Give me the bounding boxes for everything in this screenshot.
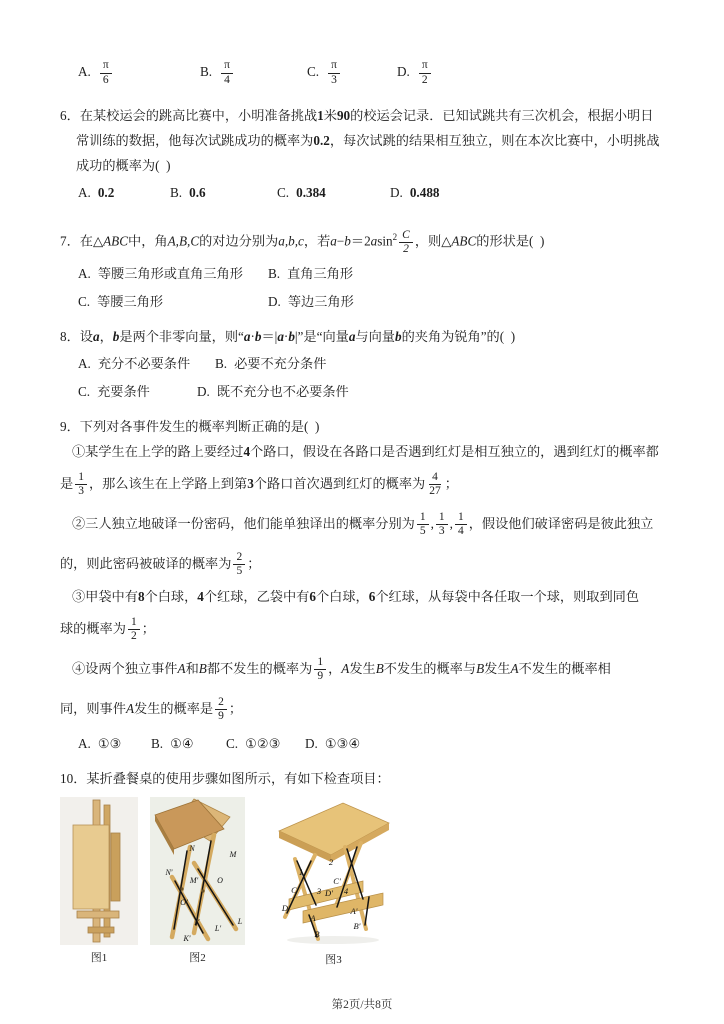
- option-value: 0.6: [189, 185, 206, 200]
- option-value: ①④: [170, 736, 194, 751]
- point-label: C: [291, 885, 297, 895]
- q8-options-row-2: [60, 379, 674, 405]
- point-label: A: [310, 913, 316, 923]
- q6-options-row: [60, 180, 674, 206]
- folded-tabletop-edge: [111, 833, 120, 901]
- point-label: M': [189, 876, 199, 885]
- q7-option-d: [268, 289, 354, 315]
- figure-2-caption: 图2: [189, 952, 206, 964]
- option-label: C.: [226, 736, 239, 751]
- angle-label: 2: [328, 857, 334, 867]
- q6-option-c: [277, 180, 390, 206]
- q9-line-1: 9．下列对各事件发生的概率判断正确的是( ): [60, 419, 320, 434]
- option-label: A.: [78, 64, 91, 80]
- option-label: D.: [397, 64, 410, 80]
- option-label: C.: [277, 185, 290, 200]
- option-label: D.: [305, 736, 318, 751]
- q9-item-2-line-1: ②三人独立地破译一份密码，他们能单独译出的概率分别为 $\frac{1}{5}$ , $\frac{1}{3}$ , $\frac{1}{4}$ ，假设他们破译密码是彼此独立: [72, 511, 654, 538]
- q9-item-4-line-1: ④设两个独立事件A和B都不发生的概率为 $\frac{1}{9}$ ，A发生B不发生的概率与B发生A不发生的概率相: [72, 656, 611, 683]
- option-value: $\frac{\pi}{4}$: [219, 64, 235, 79]
- option-value: 充分不必要条件: [97, 356, 191, 371]
- q7-option-c: [78, 289, 268, 315]
- option-label: D.: [390, 185, 403, 200]
- point-label: K': [183, 934, 191, 943]
- q5-option-a: [78, 59, 200, 87]
- option-value: 既不充分也不必要条件: [216, 384, 349, 399]
- option-value: 0.384: [296, 185, 326, 200]
- option-value: ①③: [97, 736, 122, 751]
- option-label: B.: [170, 185, 183, 200]
- figure-1-caption: 图1: [90, 952, 108, 964]
- q6-line-2: 常训练的数据，他每次试跳成功的概率为0.2，每次试跳的结果相互独立，则在本次比赛中，小明挑战: [76, 133, 660, 148]
- q9-options-row: [60, 731, 674, 757]
- q8-line-1: 8．设a，b是两个非零向量，则“a·b＝|a·b|”是“向量a与向量b的夹角为锐角”的( ): [60, 329, 516, 344]
- point-label: N': [165, 868, 173, 877]
- q6-option-d: [390, 180, 440, 206]
- point-label: N: [189, 844, 195, 853]
- q6-line-3: 成功的概率为( ): [76, 158, 171, 173]
- figure-3: [271, 797, 396, 967]
- q7-line-1: 7．在△ABC中，角A,B,C的对边分别为a,b,c，若a−b＝2asin$^2$ $\frac{C}{2}$ ，则△ABC的形状是( ): [60, 228, 545, 255]
- option-value: 等腰三角形或直角三角形: [97, 266, 243, 281]
- q7-option-a: [78, 261, 268, 287]
- option-label: A.: [78, 356, 91, 371]
- q9-option-a: [78, 731, 151, 757]
- q9-option-d: [305, 731, 360, 757]
- q5-option-c: [307, 59, 397, 87]
- point-label: O': [180, 898, 188, 907]
- option-label: B.: [200, 64, 213, 80]
- option-value: ①②③: [245, 736, 281, 751]
- shadow: [287, 936, 379, 944]
- option-label: D.: [268, 294, 281, 309]
- figure-2: [150, 797, 245, 965]
- q8-option-a: [78, 351, 215, 377]
- q9-item-2-line-2: 的，则此密码被破译的概率为 $\frac{2}{5}$ ；: [60, 551, 261, 578]
- cross-bar: [77, 911, 119, 918]
- q7-option-b: [268, 261, 353, 287]
- option-value: 等腰三角形: [97, 294, 164, 309]
- q5-options-row: [60, 52, 674, 94]
- question-7: [60, 215, 674, 315]
- point-label: O: [217, 876, 223, 885]
- q9-item-1-line-2: 是 $\frac{1}{3}$ ，那么该生在上学路上到第3个路口首次遇到红灯的概率为 $\frac{4}{27}$ ；: [60, 471, 458, 498]
- option-value: 直角三角形: [287, 266, 354, 281]
- option-label: C.: [78, 384, 91, 399]
- option-value: $\frac{\pi}{2}$: [417, 64, 433, 79]
- point-label: C': [333, 876, 341, 886]
- angle-label: 1: [298, 867, 304, 877]
- foot-bar: [88, 927, 114, 933]
- q9-option-b: [151, 731, 226, 757]
- point-label: B': [353, 921, 361, 931]
- option-value: $\frac{\pi}{6}$: [98, 64, 114, 79]
- option-label: B.: [268, 266, 281, 281]
- option-value: $\frac{\pi}{3}$: [326, 64, 342, 79]
- half-open-table-photo: [150, 797, 245, 945]
- point-label: A': [350, 906, 358, 916]
- option-value: 0.2: [97, 185, 115, 200]
- q7-options-row-1: [60, 261, 674, 287]
- option-label: C.: [307, 64, 320, 80]
- option-label: B.: [215, 356, 228, 371]
- q6-option-b: [170, 180, 277, 206]
- question-8: [60, 324, 674, 405]
- figure-3-caption: 图3: [325, 954, 342, 966]
- q9-option-c: [226, 731, 305, 757]
- option-label: A.: [78, 266, 91, 281]
- q10-figures-row: [60, 797, 674, 967]
- q9-item-3-line-1: ③甲袋中有8个白球，4个红球，乙袋中有6个白球，6个红球，从每袋中各任取一个球，则取到同色: [72, 589, 640, 604]
- option-label: C.: [78, 294, 91, 309]
- open-table-photo: [271, 797, 396, 947]
- figure-1: [60, 797, 138, 965]
- q8-option-d: [197, 379, 349, 405]
- q5-option-b: [200, 59, 307, 87]
- question-10: [60, 766, 674, 967]
- q9-item-3-line-2: 球的概率为 $\frac{1}{2}$ ；: [60, 616, 155, 643]
- q7-options-row-2: [60, 289, 674, 315]
- point-label: M: [229, 850, 237, 859]
- option-value: 0.488: [409, 185, 440, 200]
- q9-item-1-line-1: ①某学生在上学的路上要经过4个路口，假设在各路口是否遇到红灯是相互独立的，遇到红灯的概率都: [72, 444, 659, 459]
- point-label: K: [194, 918, 200, 927]
- option-label: D.: [197, 384, 210, 399]
- page-number-footer: 第2页/共8页: [331, 999, 393, 1011]
- q8-options-row-1: [60, 351, 674, 377]
- pivot-point: [201, 889, 204, 892]
- option-label: A.: [78, 736, 91, 751]
- q10-line-1: 10．某折叠餐桌的使用步骤如图所示，有如下检查项目：: [60, 771, 390, 786]
- option-value: 等边三角形: [287, 294, 354, 309]
- option-label: A.: [78, 185, 91, 200]
- point-label: L: [237, 917, 243, 926]
- angle-label: 4: [343, 886, 349, 896]
- point-label: D': [325, 888, 333, 898]
- q5-option-d: [397, 59, 433, 87]
- q9-item-4-line-2: 同，则事件A发生的概率是 $\frac{2}{9}$ ；: [60, 696, 243, 723]
- folded-tabletop: [73, 825, 109, 909]
- question-9: [60, 414, 674, 757]
- option-value: 充要条件: [97, 384, 150, 399]
- q8-option-c: [78, 379, 197, 405]
- q6-option-a: [78, 180, 170, 206]
- point-label: L': [214, 924, 222, 933]
- q8-option-b: [215, 351, 326, 377]
- option-label: B.: [151, 736, 164, 751]
- question-6: [60, 103, 674, 206]
- option-value: 必要不充分条件: [234, 356, 327, 371]
- option-value: ①③④: [324, 736, 361, 751]
- point-label: B: [314, 929, 320, 939]
- angle-label: 3: [316, 886, 322, 896]
- point-label: D: [281, 903, 289, 913]
- pivot-point: [180, 887, 183, 890]
- folded-table-photo: [60, 797, 138, 945]
- q6-line-1: 6．在某校运会的跳高比赛中，小明准备挑战1米90的校运会记录．已知试跳共有三次机会，根据小明日: [60, 108, 654, 123]
